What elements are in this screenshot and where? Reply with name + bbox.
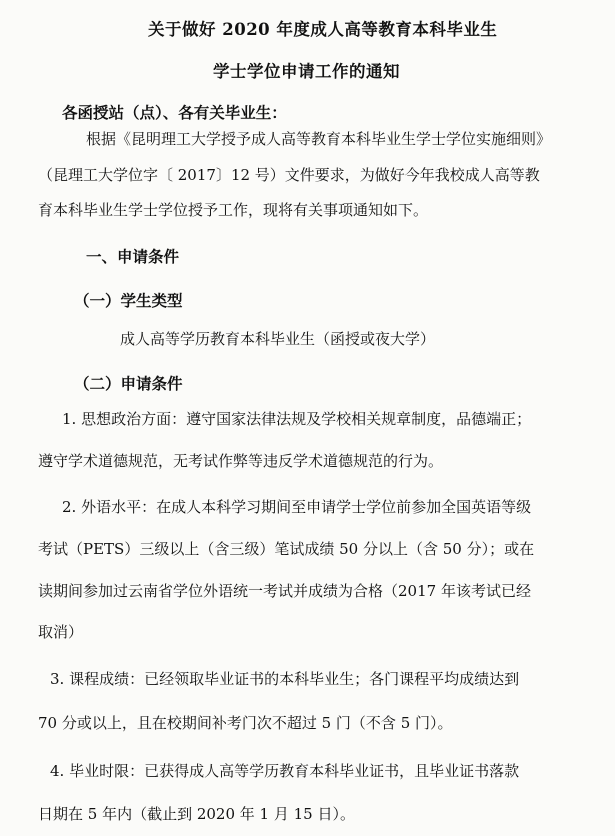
subsection-1-heading: （一）学生类型	[74, 291, 183, 310]
item-3-line-1: 3. 课程成绩：已经领取毕业证书的本科毕业生；各门课程平均成绩达到	[50, 670, 520, 688]
item-4-line-1: 4. 毕业时限：已获得成人高等学历教育本科毕业证书，且毕业证书落款	[50, 762, 520, 780]
subsection-1-body: 成人高等学历教育本科毕业生（函授或夜大学）	[120, 330, 436, 348]
subsection-2-heading: （二）申请条件	[74, 374, 183, 393]
item-4-line-2: 日期在 5 年内（截止到 2020 年 1 月 15 日）。	[38, 805, 355, 823]
item-2-line-1: 2. 外语水平：在成人本科学习期间至申请学士学位前参加全国英语等级	[62, 498, 532, 516]
section-1-heading: 一、申请条件	[86, 247, 180, 266]
salutation: 各函授站（点）、各有关毕业生：	[62, 103, 287, 122]
item-2-line-3: 读期间参加过云南省学位外语统一考试并成绩为合格（2017 年该考试已经	[38, 582, 531, 600]
title-line-1: 关于做好 2020 年度成人高等教育本科毕业生	[148, 20, 498, 39]
item-2-line-2: 考试（PETS）三级以上（含三级）笔试成绩 50 分以上（含 50 分）；或在	[38, 540, 535, 558]
item-2-line-4: 取消）	[38, 623, 84, 641]
intro-line-1: 根据《昆明理工大学授予成人高等教育本科毕业生学士学位实施细则》	[86, 130, 552, 148]
item-1-line-2: 遵守学术道德规范，无考试作弊等违反学术道德规范的行为。	[38, 452, 444, 470]
item-3-line-2: 70 分或以上，且在校期间补考门次不超过 5 门（不含 5 门）。	[38, 714, 453, 732]
intro-line-3: 育本科毕业生学士学位授予工作，现将有关事项通知如下。	[38, 201, 429, 219]
intro-line-2: （昆理工大学位字〔 2017〕12 号）文件要求，为做好今年我校成人高等教	[38, 166, 540, 184]
item-1-line-1: 1. 思想政治方面：遵守国家法律法规及学校相关规章制度，品德端正；	[62, 410, 532, 428]
title-line-2: 学士学位申请工作的通知	[213, 62, 400, 81]
